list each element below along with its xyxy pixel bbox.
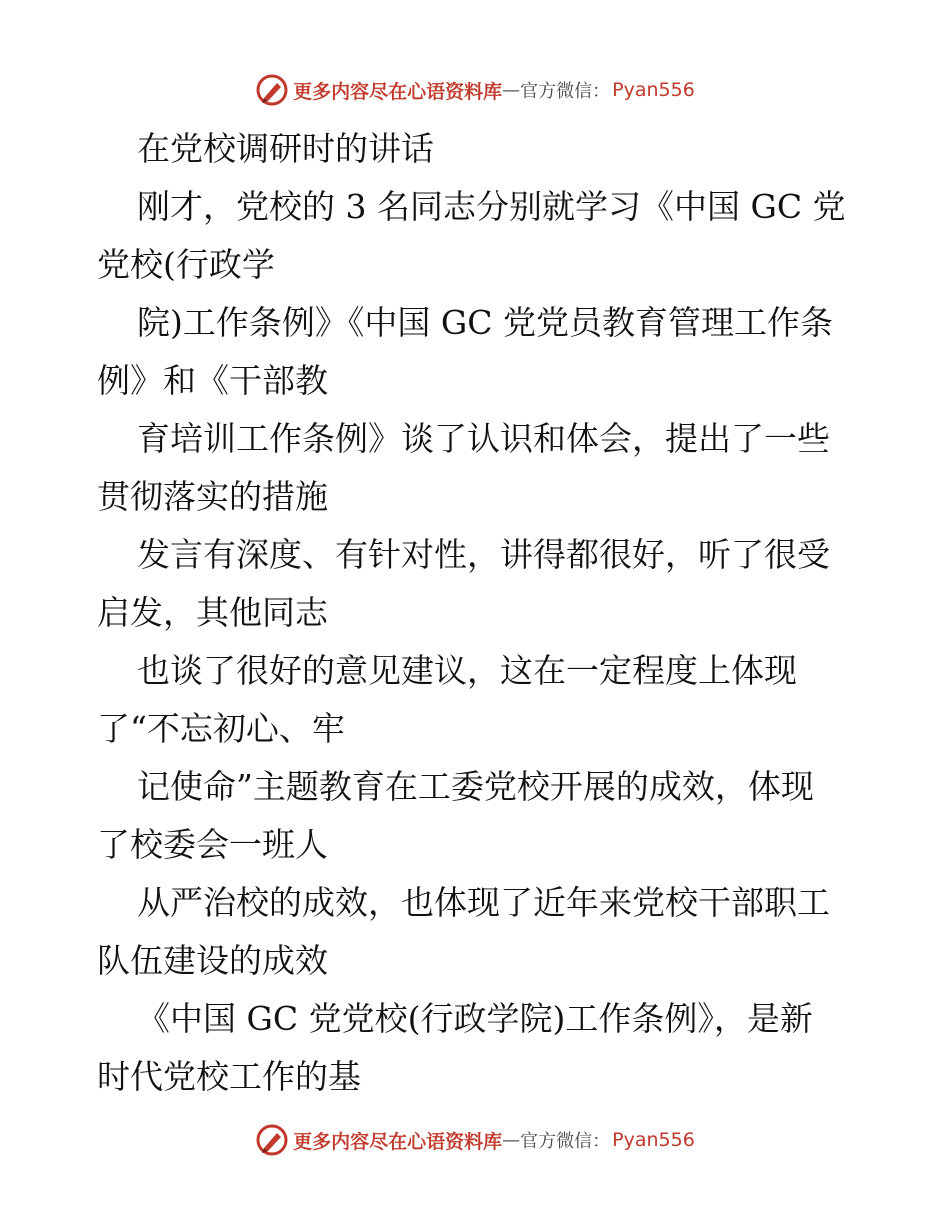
doc-line: 从严治校的成效，也体现了近年来党校干部职工 [137, 883, 830, 922]
doc-line: 贯彻落实的措施 [97, 477, 328, 516]
header-banner [0, 72, 950, 108]
pen-circle-logo-icon [255, 1123, 289, 1157]
doc-line: 时代党校工作的基 [97, 1057, 361, 1096]
header-separator: — [502, 79, 521, 101]
header-wechat-id: Pyan556 [612, 79, 695, 101]
doc-line: 例》和《干部教 [97, 361, 328, 400]
doc-line: 育培训工作条例》谈了认识和体会，提出了一些 [137, 419, 830, 458]
header-wechat-label: 官方微信： [520, 81, 611, 102]
footer-brand: 更多内容尽在心语资料库 [293, 1130, 503, 1153]
pen-circle-logo-icon [255, 73, 289, 107]
doc-line: 队伍建设的成效 [97, 941, 328, 980]
footer-separator: — [502, 1129, 521, 1151]
footer-wechat-id: Pyan556 [612, 1129, 695, 1151]
doc-line: 发言有深度、有针对性，讲得都很好，听了很受 [137, 535, 830, 574]
doc-line: 启发，其他同志 [97, 593, 328, 632]
document-body [97, 120, 877, 1106]
footer-banner [0, 1122, 950, 1158]
doc-line: 《中国 GC 党党校(行政学院)工作条例》，是新 [137, 999, 813, 1038]
doc-line: 了“不忘初心、牢 [97, 709, 345, 748]
doc-line: 记使命”主题教育在工委党校开展的成效，体现 [137, 767, 814, 806]
doc-title: 在党校调研时的讲话 [137, 129, 434, 168]
footer-wechat-label: 官方微信： [520, 1131, 611, 1152]
header-brand: 更多内容尽在心语资料库 [293, 80, 503, 103]
doc-line: 了校委会一班人 [97, 825, 328, 864]
doc-line: 刚才，党校的 3 名同志分别就学习《中国 GC 党 [137, 187, 846, 226]
doc-line: 党校(行政学 [97, 245, 275, 284]
doc-line: 也谈了很好的意见建议，这在一定程度上体现 [137, 651, 797, 690]
doc-line: 院)工作条例》《中国 GC 党党员教育管理工作条 [137, 303, 833, 342]
